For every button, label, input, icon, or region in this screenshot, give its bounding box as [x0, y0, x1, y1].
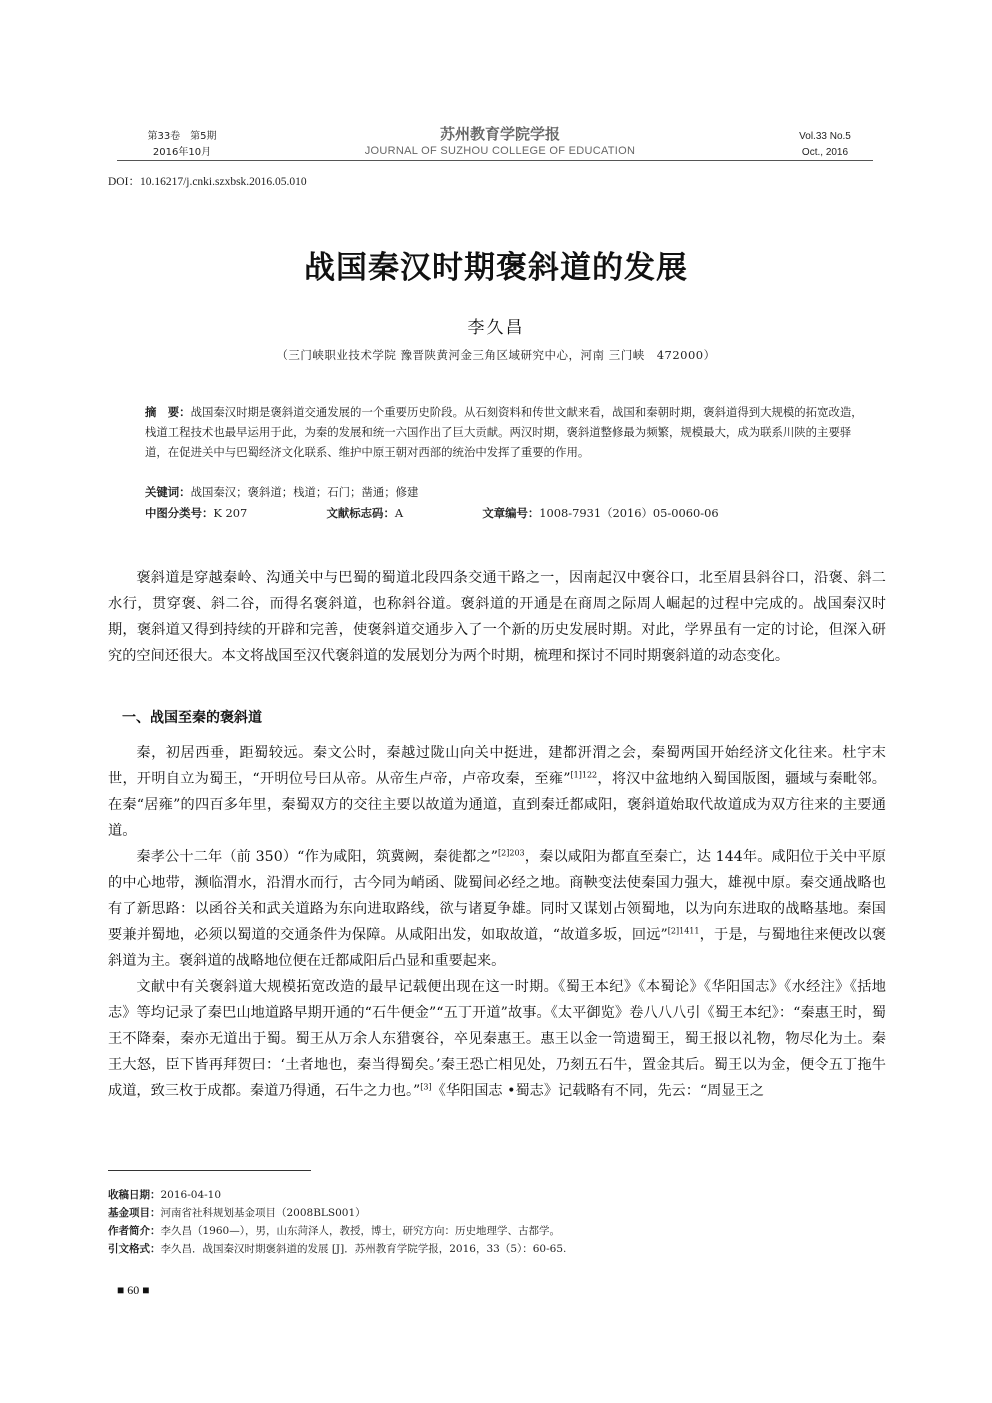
abstract-text: 战国秦汉时期是褒斜道交通发展的一个重要历史阶段。从石刻资料和传世文献来看，战国和秦朝时期，褒斜道得到大规模的拓宽改造，栈道工程技术也最早运用于此，为秦的发展和统一六国作出了巨大贡献。两汉时期，褒斜道整修最为频繁，规模最大，成为联系川陕的主要驿道，在促进关中与巴蜀经济文化联系、维护中原王朝对西部的统治中发挥了重要的作用。 [145, 405, 863, 459]
author-affiliation: （三门峡职业技术学院 豫晋陕黄河金三角区域研究中心，河南 三门峡 472000） [276, 348, 716, 362]
received-label: 收稿日期： [108, 1189, 161, 1201]
header-date-cn: 2016年10月 [152, 147, 212, 158]
paragraph-3-text-b: 《华阳国志 •蜀志》记载略有不同，先云：“周显王之 [431, 1083, 764, 1099]
citation-1: [1]122 [570, 770, 598, 780]
paragraph-1 [108, 740, 886, 844]
footnote-received [108, 1186, 888, 1204]
citation-3: [2]1411 [667, 926, 700, 936]
paragraph-3 [108, 974, 886, 1104]
keywords [145, 484, 418, 500]
author-bio-text: 李久昌（1960—），男，山东菏泽人，教授，博士，研究方向：历史地理学、古都学。 [160, 1225, 560, 1237]
footnote-citation [108, 1240, 888, 1258]
paragraph-2-text-b: ，秦以咸阳为都直至秦亡，达 144年。咸阳位于关中平原的中心地带，濒临渭水，沿渭水而行，古今同为峭函、陇蜀间必经之地。商鞅变法使秦国力强大，雄视中原。秦交通战略也有了新思路：以函谷关和武关道路为东向进取路线，欲与诸夏争雄。同时又谋划占领蜀地，以为向东进取的战略基地。秦国要兼并蜀地，必须以蜀道的交通条件为保障。从咸阳出发，如取故道，“故道多坂，回远” [108, 849, 886, 943]
intro-paragraph [108, 565, 886, 669]
doc-code-value: A [394, 506, 404, 520]
page-number: ■ 60 ■ [117, 1283, 150, 1297]
header-vol-en [775, 129, 875, 161]
author-bio-label: 作者简介： [108, 1225, 161, 1237]
section-body [108, 740, 886, 1104]
received-date: 2016-04-10 [160, 1189, 222, 1201]
paragraph-1-text-b: ，将汉中盆地纳入蜀国版图，疆域与秦毗邻。在秦“居雍”的四百多年里，秦蜀双方的交往主要以故道为通道，直到秦迁都咸阳，褒斜道始取代故道成为双方往来的主要通道。 [108, 771, 886, 839]
paragraph-1-text-a: 秦，初居西垂，距蜀较远。秦文公时，秦越过陇山向关中挺进，建都汧渭之会，秦蜀两国开始经济文化往来。杜宇末世，开明自立为蜀王，“开明位号曰从帝。从帝生卢帝，卢帝攻秦，至雍” [108, 745, 886, 787]
footnote-fund [108, 1204, 888, 1222]
clc-value: K 207 [213, 506, 248, 520]
paragraph-2-text-a: 秦孝公十二年（前 350）“作为咸阳，筑冀阙，秦徙都之” [136, 849, 499, 865]
doi: DOI：10.16217/j.cnki.szxbsk.2016.05.010 [108, 176, 307, 188]
section-heading: 一、战国至秦的褒斜道 [122, 710, 262, 726]
citation-2: [2]203 [498, 848, 525, 858]
article-author: 李久昌 [467, 318, 525, 338]
cite-format-label: 引文格式： [108, 1243, 161, 1255]
header-rule [117, 160, 873, 161]
article-no-label: 文章编号： [482, 506, 540, 520]
fund-text: 河南省社科规划基金项目（2008BLS001） [160, 1207, 366, 1219]
paragraph-3-text-a: 文献中有关褒斜道大规模拓宽改造的最早记载便出现在这一时期。《蜀王本纪》《本蜀论》《华阳国志》《水经注》《括地志》等均记录了秦巴山地道路早期开通的“石牛便金”“五丁开道”故事。《太平御览》卷八八八引《蜀王本纪》：“秦惠王时，蜀王不降秦，秦亦无道出于蜀。蜀王从万余人东猎褒谷，卒见秦惠王。惠王以金一笥遗蜀王，蜀王报以礼物，物尽化为土。秦王大怒，臣下皆再拜贺曰：‘土者地也，秦当得蜀矣。’秦王恐亡相见处，乃刻五石牛，置金其后。蜀王以为金，便令五丁拖牛成道，致三枚于成都。秦道乃得通，石牛之力也。” [108, 979, 886, 1099]
footnote-rule [108, 1170, 311, 1171]
intro-text: 褒斜道是穿越秦岭、沟通关中与巴蜀的蜀道北段四条交通干路之一，因南起汉中褒谷口，北至眉县斜谷口，沿褒、斜二水行，贯穿褒、斜二谷，而得名褒斜道，也称斜谷道。褒斜道的开通是在商周之际周人崛起的过程中完成的。战国秦汉时期，褒斜道又得到持续的开辟和完善，使褒斜道交通步入了一个新的历史发展时期。对此，学界虽有一定的讨论，但深入研究的空间还很大。本文将战国至汉代褒斜道的发展划分为两个时期，梳理和探讨不同时期褒斜道的动态变化。 [108, 570, 886, 664]
article-title: 战国秦汉时期褒斜道的发展 [304, 250, 688, 286]
citation-4: [3] [420, 1082, 432, 1092]
classification [145, 505, 719, 521]
abstract [145, 402, 865, 462]
paragraph-2 [108, 844, 886, 974]
footnotes [108, 1186, 888, 1258]
paragraph-2-text-c: ，于是，与蜀地往来便改以褒斜道为主。褒斜道的战略地位便在迁都咸阳后凸显和重要起来。 [108, 927, 886, 969]
abstract-label: 摘 要： [145, 405, 191, 419]
journal-name-en: JOURNAL OF SUZHOU COLLEGE OF EDUCATION [364, 145, 636, 157]
cite-format-text: 李久昌．战国秦汉时期褒斜道的发展 [J]．苏州教育学院学报，2016，33（5）：60-65. [160, 1243, 567, 1255]
header-volume [122, 129, 242, 161]
keywords-text: 战国秦汉；褒斜道；栈道；石门；凿通；修建 [190, 485, 419, 499]
footnote-author [108, 1222, 888, 1240]
journal-name-cn: 苏州教育学院学报 [439, 125, 560, 143]
article-no-value: 1008-7931（2016）05-0060-06 [539, 506, 719, 520]
header-vol-number: Vol.33 No.5 [799, 131, 851, 142]
clc-label: 中图分类号： [145, 506, 214, 520]
keywords-label: 关键词： [145, 485, 191, 499]
header-volume-issue: 第33卷 第5期 [147, 131, 217, 142]
header-journal [340, 124, 660, 158]
fund-label: 基金项目： [108, 1207, 161, 1219]
doc-code-label: 文献标志码： [326, 506, 395, 520]
header-date-en: Oct., 2016 [801, 147, 849, 158]
